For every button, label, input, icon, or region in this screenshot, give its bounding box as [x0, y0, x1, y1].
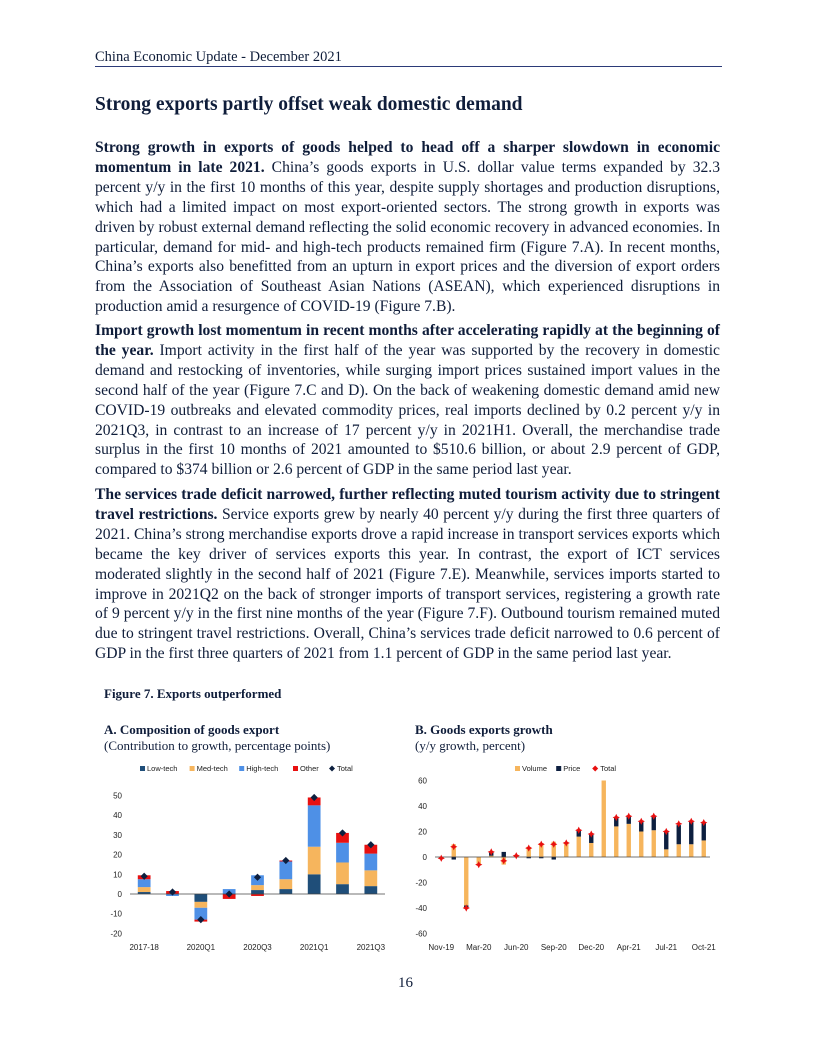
bar-volume	[464, 857, 468, 905]
legend-label: Total	[600, 764, 617, 773]
chart-a	[100, 760, 400, 960]
total-marker	[638, 818, 645, 825]
total-marker	[688, 818, 695, 825]
legend-label: Low-tech	[147, 764, 178, 773]
chart-b-title: B. Goods exports growth	[415, 722, 553, 737]
y-tick-label: 0	[422, 853, 427, 862]
total-marker	[550, 841, 557, 848]
bar-low-tech	[364, 886, 377, 894]
bar-low-tech	[251, 890, 264, 894]
bar-high-tech	[336, 843, 349, 863]
total-marker	[525, 844, 532, 851]
bar-med-tech	[336, 862, 349, 884]
x-tick-label: 2017-18	[129, 943, 159, 952]
y-tick-label: -60	[415, 929, 427, 939]
paragraph-2	[95, 321, 720, 480]
bar-med-tech	[279, 879, 292, 889]
total-marker	[650, 813, 657, 820]
bar-med-tech	[138, 887, 151, 892]
bar-volume	[652, 830, 656, 857]
bar-high-tech	[138, 879, 151, 887]
paragraph-3	[95, 485, 720, 664]
chart-b-subtitle: (y/y growth, percent)	[415, 738, 526, 753]
bar-low-tech	[336, 884, 349, 894]
total-marker	[575, 827, 582, 834]
y-tick-label: -10	[110, 909, 122, 919]
bar-high-tech	[308, 805, 321, 846]
total-marker	[588, 830, 595, 837]
total-marker	[563, 839, 570, 846]
bar-volume	[677, 844, 681, 857]
bar-volume	[702, 840, 706, 857]
legend-label: Other	[300, 764, 319, 773]
total-marker	[475, 861, 482, 868]
y-tick-label: 10	[113, 870, 122, 880]
y-tick-label: 20	[418, 827, 427, 837]
chart-a-title: A. Composition of goods export	[104, 722, 280, 737]
bar-low-tech	[308, 874, 321, 894]
header-rule	[95, 66, 722, 67]
total-marker	[538, 841, 545, 848]
y-tick-label: 50	[113, 791, 122, 801]
x-tick-label: 2021Q3	[356, 943, 386, 952]
x-tick-label: Oct-21	[691, 943, 716, 952]
x-tick-label: 2020Q3	[243, 943, 272, 952]
chart-b	[410, 760, 720, 960]
paragraph-body: Import activity in the first half of the year was supported by the recovery in domestic demand and restocking of inventories, while surging import prices sustained import values in the second half of the year (Figure 7.C and D). On the back of weakening domestic demand amid new COVID-19 outbreaks and elevated commodity prices, real imports declined by 0.2 percent y/y in 2021Q3, in contrast to an increase of 17 percent y/y in 2021H1. Overall, the merchandise trade surplus in the first 10 months of 2021 amounted to $510.6 billion, or about 2.9 percent of GDP, compared to $374 billion or 2.6 percent of GDP in the same period last year.	[95, 341, 720, 479]
paragraph-body: China’s goods exports in U.S. dollar value terms expanded by 32.3 percent y/y in the first 10 months of this year, despite supply shortages and production disruptions, which had a limited impact on most export-oriented sectors. The strong growth in exports was driven by robust external demand reflecting the solid economic recovery in advanced economies. In particular, demand for mid- and high-tech products remained firm (Figure 7.A). In recent months, China’s exports also benefitted from an upturn in export prices and the diversion of export orders from the Association of Southeast Asian Nations (ASEAN), which experienced disruptions in production amid a resurgence of COVID-19 (Figure 7.B).	[95, 158, 720, 316]
bar-low-tech	[279, 889, 292, 894]
y-tick-label: 60	[418, 776, 427, 786]
total-marker	[663, 828, 670, 835]
figure-title: Figure 7. Exports outperformed	[104, 686, 282, 701]
bar-volume	[614, 826, 618, 857]
bar-low-tech	[194, 894, 207, 902]
running-header: China Economic Update - December 2021	[95, 49, 342, 65]
bar-volume	[689, 844, 693, 857]
legend-swatch	[190, 766, 195, 771]
y-tick-label: 40	[418, 802, 427, 811]
section-heading: Strong exports partly offset weak domestic demand	[95, 94, 523, 115]
bar-med-tech	[308, 847, 321, 875]
paragraph-lead: Import growth lost momentum in recent months after accelerating rapidly at the beginning of the year.	[95, 322, 720, 359]
x-tick-label: Jun-20	[504, 943, 529, 952]
bar-price	[502, 852, 506, 857]
bar-high-tech	[279, 861, 292, 879]
x-tick-label: Mar-20	[466, 943, 492, 952]
paragraph-lead: The services trade deficit narrowed, further reflecting muted tourism activity due to stringent travel restrictions.	[95, 486, 720, 523]
total-marker	[500, 857, 507, 864]
legend-swatch	[329, 766, 335, 772]
legend-swatch	[592, 766, 598, 772]
y-tick-label: -20	[415, 878, 427, 888]
bar-price	[677, 825, 681, 844]
legend-swatch	[556, 766, 561, 771]
bar-med-tech	[364, 870, 377, 886]
legend-swatch	[293, 766, 298, 771]
total-marker	[438, 855, 445, 862]
paragraph-1	[95, 138, 720, 317]
legend-label: Volume	[522, 764, 548, 773]
legend-swatch	[515, 766, 520, 771]
total-marker	[700, 819, 707, 826]
y-tick-label: 0	[117, 890, 122, 899]
bar-volume	[664, 849, 668, 857]
total-marker	[675, 820, 682, 827]
total-marker	[613, 814, 620, 821]
x-tick-label: Nov-19	[428, 943, 455, 952]
legend-label: Price	[563, 764, 581, 773]
total-marker	[463, 904, 470, 911]
x-tick-label: Dec-20	[578, 943, 605, 952]
page-number: 16	[398, 975, 413, 991]
legend-swatch	[140, 766, 145, 771]
y-tick-label: -20	[110, 929, 122, 939]
bar-volume	[602, 781, 606, 858]
legend-label: Med-tech	[196, 764, 228, 773]
bar-high-tech	[364, 854, 377, 871]
total-marker	[450, 843, 457, 850]
paragraph-body: Service exports grew by nearly 40 percent y/y during the first three quarters of 2021. China’s strong merchandise exports drove a rapid increase in transport services exports which became the key driver of services exports this year. In contrast, the export of ICT services moderated slightly in the second half of 2021 (Figure 7.E). Meanwhile, services imports started to improve in 2021Q2 on the back of stronger imports of transport services, registering a growth rate of 9 percent y/y in the first nine months of the year (Figure 7.F). Outbound tourism remained muted due to stringent travel restrictions. Overall, China’s services trade deficit narrowed to 0.6 percent of GDP in the first three quarters of 2021 from 1.1 percent of GDP in the same period last year.	[95, 505, 720, 663]
bar-med-tech	[194, 902, 207, 908]
chart-a-subtitle: (Contribution to growth, percentage points)	[104, 738, 331, 753]
y-tick-label: 20	[113, 850, 122, 860]
bar-volume	[577, 837, 581, 857]
y-tick-label: 30	[113, 830, 122, 840]
x-tick-label: Jul-21	[655, 943, 678, 952]
x-tick-label: Sep-20	[540, 943, 567, 952]
y-tick-label: 40	[113, 811, 122, 821]
total-marker	[488, 848, 495, 855]
x-tick-label: Apr-21	[616, 943, 641, 952]
bar-volume	[639, 832, 643, 858]
x-tick-label: 2020Q1	[186, 943, 216, 952]
total-marker	[625, 813, 632, 820]
bar-volume	[627, 824, 631, 857]
paragraph-lead: Strong growth in exports of goods helped to head off a sharper slowdown in economic momentum in late 2021.	[95, 139, 720, 176]
y-tick-label: -40	[415, 904, 427, 913]
bar-med-tech	[251, 885, 264, 890]
x-tick-label: 2021Q1	[299, 943, 329, 952]
legend-swatch	[239, 766, 244, 771]
legend-label: High-tech	[246, 764, 279, 773]
total-marker	[513, 852, 520, 859]
bar-volume	[589, 843, 593, 857]
legend-label: Total	[337, 764, 353, 773]
